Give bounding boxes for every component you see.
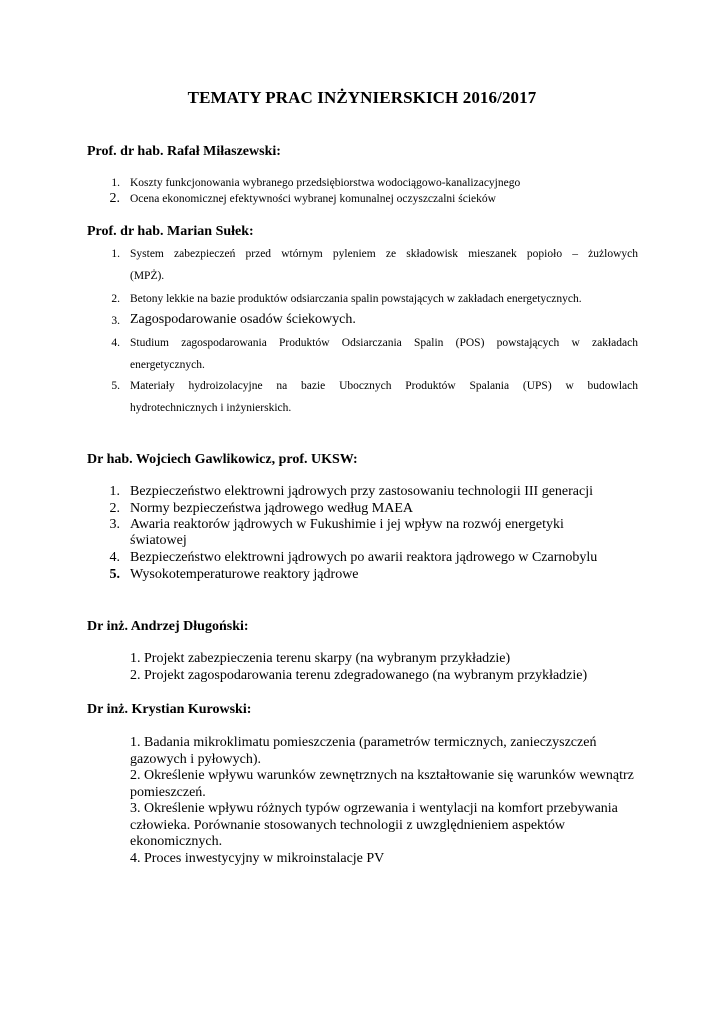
topic-item: 1. Badania mikroklimatu pomieszczenia (parametrów termicznych, zanieczyszczeń gazowych i pyłowych). [130,735,597,767]
item-number: 2. [111,293,120,305]
topic-item: Bezpieczeństwo elektrowni jądrowych po awarii reaktora jądrowego w Czarnobylu [130,550,598,565]
topic-item-line2: (MPŻ). [130,270,165,282]
topic-item: Betony lekkie na bazie produktów odsiarczania spalin powstających w zakładach energetycznych. [130,293,582,305]
topic-item: 1. Projekt zabezpieczenia terenu skarpy (na wybranym przykładzie) [130,651,511,666]
section-header-kurowski: Dr inż. Krystian Kurowski: [87,702,252,717]
topic-item: Bezpieczeństwo elektrowni jądrowych przy zastosowaniu technologii III generacji [130,484,593,499]
item-number: 5. [111,380,120,392]
item-number: 2. [109,191,120,206]
topic-item: Normy bezpieczeństwa jądrowego według MAEA [130,501,414,516]
item-number: 1. [111,248,120,260]
topic-item-line1: Materiały hydroizolacyjne na bazie Ubocznych Produktów Spalania (UPS) w budowlach [130,380,638,392]
topic-item-line2: światowej [130,533,187,548]
item-number: 4. [109,550,120,565]
section-header-milaszewski: Prof. dr hab. Rafał Miłaszewski: [87,144,281,159]
topic-item: 2. Określenie wpływu warunków zewnętrznych na kształtowanie się warunków wewnątrz pomieszczeń. [130,768,634,800]
topic-item: Koszty funkcjonowania wybranego przedsiębiorstwa wodociągowo-kanalizacyjnego [130,177,521,189]
topic-item-line2: energetycznych. [130,359,205,371]
topic-item-line2: hydrotechnicznych i inżynierskich. [130,402,292,414]
topic-item-line1: Studium zagospodarowania Produktów Odsiarczania Spalin (POS) powstających w zakładach [130,337,638,349]
item-number: 4. [111,337,120,349]
topic-item: 3. Określenie wpływu różnych typów ogrzewania i wentylacji na komfort przebywania człowieka. Porównanie stosowanych technologii z uwzględnieniem aspektów ekonomicznych. [130,801,618,849]
topic-item-line1: Awaria reaktorów jądrowych w Fukushimie i jej wpływ na rozwój energetyki [130,517,564,532]
item-number: 3. [109,517,120,532]
topic-item: Zagospodarowanie osadów ściekowych. [130,312,356,327]
topic-item: Ocena ekonomicznej efektywności wybranej komunalnej oczyszczalni ścieków [130,193,496,205]
item-number: 1. [109,484,120,499]
topic-item: 4. Proces inwestycyjny w mikroinstalacje PV [130,851,385,866]
section-header-sulek: Prof. dr hab. Marian Sułek: [87,224,254,239]
topic-item: Wysokotemperaturowe reaktory jądrowe [130,567,359,582]
item-number: 5. [109,567,120,582]
section-header-dlugonski: Dr inż. Andrzej Długoński: [87,619,249,634]
topic-item: 2. Projekt zagospodarowania terenu zdegradowanego (na wybranym przykładzie) [130,668,588,683]
item-number: 1. [111,177,120,189]
item-number: 3. [111,315,120,327]
topic-item-line1: System zabezpieczeń przed wtórnym pyleniem ze składowisk mieszanek popioło – żużlowych [130,248,638,260]
item-number: 2. [109,501,120,516]
section-header-gawlikowicz: Dr hab. Wojciech Gawlikowicz, prof. UKSW: [87,452,358,467]
page-title: TEMATY PRAC INŻYNIERSKICH 2016/2017 [187,88,537,107]
